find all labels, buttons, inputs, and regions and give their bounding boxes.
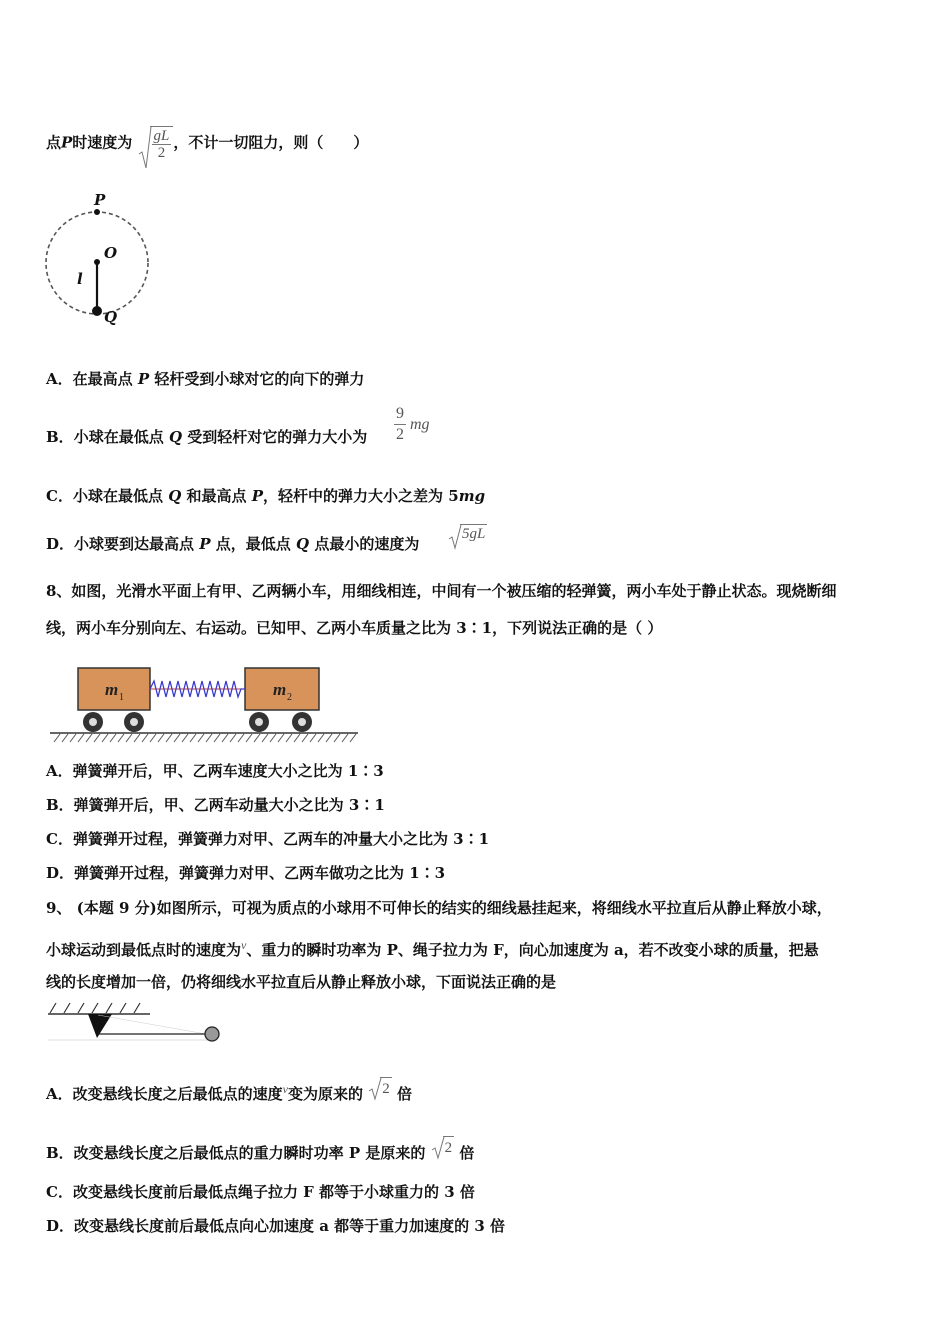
cart-1-wheel-left-hub [89, 718, 97, 726]
cart-1-label: m [105, 680, 119, 699]
cart-2-wheel-left-hub [255, 718, 263, 726]
aux-line [98, 1014, 206, 1034]
q8-option-a: A．弹簧弹开后，甲、乙两车速度大小之比为 1∶3 [46, 762, 384, 780]
q9-option-c: C．改变悬线长度前后最低点绳子拉力 F 都等于小球重力的 3 倍 [46, 1183, 475, 1201]
q7-a-letter: A． [46, 370, 73, 388]
label-o: O [104, 244, 118, 262]
q8-line-1: 8、如图，光滑水平面上有甲、乙两辆小车，用细线相连，中间有一个被压缩的轻弹簧，两小车处于静止状态。现烧断细 [46, 582, 837, 600]
cart-2-label: m [273, 680, 287, 699]
pendulum-ball [205, 1027, 219, 1041]
q7-b-letter: B． [46, 428, 74, 446]
q7-a-t1: 在最高点 [72, 370, 133, 388]
q7-d-sqrt-text: 5gL [462, 526, 486, 542]
q9-b-t2: 倍 [459, 1144, 475, 1162]
point-p-dot [94, 209, 100, 215]
label-l: l [77, 270, 83, 288]
q7-d-t2: 点，最低点 [215, 535, 291, 553]
q7-intro-prefix: 点 [46, 133, 62, 152]
q9-line-2 [46, 935, 819, 960]
q9-a-t2: 变为原来的 [287, 1085, 363, 1103]
q7-option-c [46, 486, 485, 506]
q9-a-v: v [282, 1082, 288, 1096]
q9-line-2a: 小球运动到最低点时的速度为 [46, 941, 242, 959]
q9-b-sqrt-text: 2 [443, 1136, 455, 1158]
q7-intro-line [46, 126, 368, 161]
q7-b-t1: 小球在最低点 [73, 428, 164, 446]
q7-b-q: Q [168, 428, 183, 446]
cart-2-wheel-right-hub [298, 718, 306, 726]
q7-c-t3: ，轻杆中的弹力大小之差为 5 [263, 487, 459, 505]
cart-2-sub: 2 [287, 692, 292, 703]
q7-speed-den: 2 [157, 145, 166, 161]
label-q: Q [104, 308, 118, 326]
label-p: P [94, 191, 106, 209]
ball-q [92, 306, 102, 316]
q7-a-p: P [137, 370, 150, 388]
q9-a-t1: A．改变悬线长度之后最低点的速度 [46, 1085, 283, 1103]
q8-line-2: 线，两小车分别向左、右运动。已知甲、乙两小车质量之比为 3∶1，下列说法正确的是（ ） [46, 619, 663, 637]
circle-rod-figure [40, 186, 160, 326]
q7-d-t1: 小球要到达最高点 [74, 535, 195, 553]
shadow-line [98, 1015, 206, 1034]
q9-a-sqrt [368, 1077, 392, 1099]
q9-a-sqrt-text: 2 [380, 1077, 392, 1099]
q7-c-t1: 小球在最低点 [72, 487, 163, 505]
q9-b-sqrt [431, 1136, 455, 1158]
q9-option-b [46, 1136, 474, 1163]
q9-v: v [241, 938, 247, 952]
q7-d-q: Q [296, 535, 310, 553]
q7-b-num: 9 [394, 404, 406, 425]
ceiling-hatching [50, 1003, 140, 1013]
carts-spring-figure [46, 662, 362, 746]
q7-option-a [46, 369, 364, 389]
q8-option-c: C．弹簧弹开过程，弹簧弹力对甲、乙两车的冲量大小之比为 3∶1 [46, 830, 490, 848]
q7-option-d [46, 534, 419, 554]
q8-option-b: B．弹簧弹开后，甲、乙两车动量大小之比为 3∶1 [46, 796, 385, 814]
q7-b-t2: 受到轻杆对它的弹力大小为 [187, 428, 368, 446]
q9-a-t3: 倍 [396, 1085, 412, 1103]
q7-intro-mid: 时速度为 [72, 133, 133, 152]
q7-intro-point-p: P [61, 133, 73, 152]
q7-c-letter: C． [46, 487, 73, 505]
q7-option-b [46, 427, 367, 447]
q7-d-sqrt [448, 524, 487, 543]
q7-d-t3: 点最小的速度为 [314, 535, 420, 553]
q9-line-2b: 、重力的瞬时功率为 P、绳子拉力为 F，向心加速度为 a，若不改变小球的质量，把悬 [246, 941, 819, 959]
q7-speed-frac [152, 128, 172, 161]
q7-speed-num: gL [153, 128, 170, 144]
q7-c-q: Q [168, 487, 182, 505]
q7-b-unit: mg [410, 416, 430, 433]
q7-a-t2: 轻杆受到小球对它的向下的弹力 [154, 370, 365, 388]
cart-1-sub: 1 [119, 692, 124, 703]
q7-d-letter: D． [46, 535, 75, 553]
cart-1-wheel-right-hub [130, 718, 138, 726]
q9-line-1: 9、 (本题 9 分)如图所示，可视为质点的小球用不可伸长的结实的细线悬挂起来，将细线水平拉直后从静止释放小球， [46, 899, 832, 917]
q9-b-t1: B．改变悬线长度之后最低点的重力瞬时功率 P 是原来的 [46, 1144, 426, 1162]
q7-c-t2: 和最高点 [186, 487, 247, 505]
q7-speed-sqrt [138, 126, 174, 161]
q7-b-den: 2 [396, 426, 404, 443]
q7-intro-suffix: ，不计一切阻力，则（ ） [173, 133, 369, 152]
q7-b-frac [394, 404, 406, 445]
q7-d-p: P [199, 535, 211, 553]
q9-option-a [46, 1077, 412, 1104]
pendulum-figure [46, 1000, 226, 1046]
q9-option-d: D．改变悬线长度前后最低点向心加速度 a 都等于重力加速度的 3 倍 [46, 1217, 506, 1235]
q8-option-d: D．弹簧弹开过程，弹簧弹力对甲、乙两车做功之比为 1∶3 [46, 864, 446, 882]
q9-line-3: 线的长度增加一倍，仍将细线水平拉直后从静止释放小球，下面说法正确的是 [46, 973, 557, 991]
ground-hatching [54, 734, 356, 742]
q7-c-p: P [251, 487, 264, 505]
q7-c-mg: mg [458, 487, 486, 505]
